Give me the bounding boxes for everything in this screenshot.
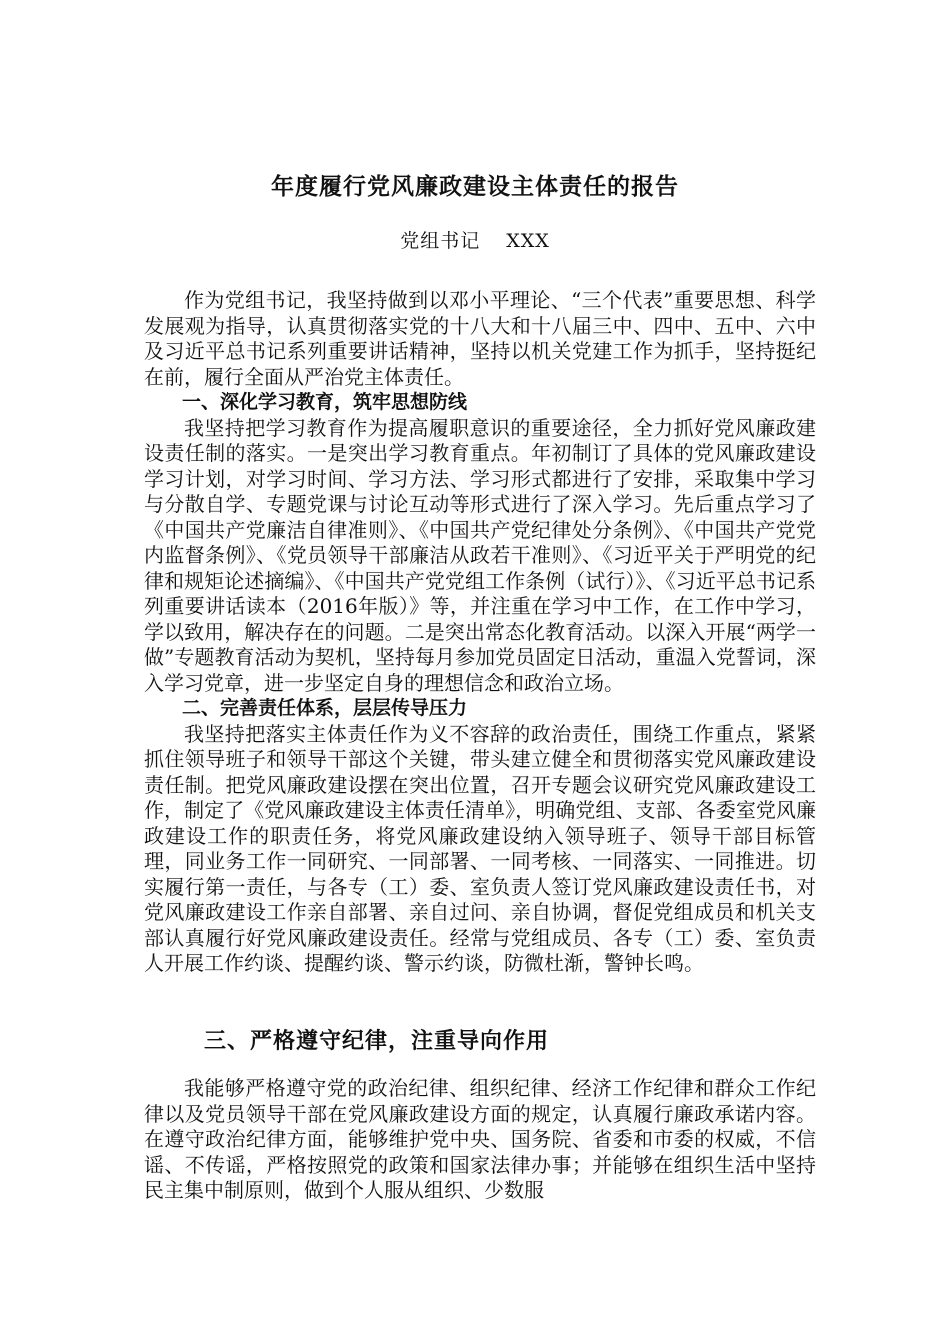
section-2-heading: 二、完善责任体系，层层传导压力 bbox=[182, 697, 468, 719]
intro-paragraph: 作为党组书记，我坚持做到以邓小平理论、“三个代表”重要思想、科学发展观为指导，认真贯彻落实党的十八大和十八届三中、四中、五中、六中及习近平总书记系列重要讲话精神，坚持以机关党建工作为抓手，坚持挺纪在前，履行全面从严治党主体责任。 bbox=[144, 288, 816, 389]
section-1-paragraph: 我坚持把学习教育作为提高履职意识的重要途径，全力抓好党风廉政建设责任制的落实。一是突出学习教育重点。年初制订了具体的党风廉政建设学习计划，对学习时间、学习方法、学习形式都进行了安排，采取集中学习与分散自学、专题党课与讨论互动等形式进行了深入学习。先后重点学习了《中国共产党廉洁自律准则》、《中国共产党纪律处分条例》、《中国共产党党内监督条例》、《党员领导干部廉洁从政若干准则》、《习近平关于严明党的纪律和规矩论述摘编》、《中国共产党党组工作条例（试行）》、《习近平总书记系列重要讲话读本（2016年版）》等，并注重在学习中工作，在工作中学习，学以致用，解决存在的问题。二是突出常态化教育活动。以深入开展“两学一做”专题教育活动为契机，坚持每月参加党员固定日活动，重温入党誓词，深入学习党章，进一步坚定自身的理想信念和政治立场。 bbox=[144, 415, 816, 695]
section-3-paragraph: 我能够严格遵守党的政治纪律、组织纪律、经济工作纪律和群众工作纪律以及党员领导干部在党风廉政建设方面的规定，认真履行廉政承诺内容。在遵守政治纪律方面，能够维护党中央、国务院、省委和市委的权威，不信谣、不传谣，严格按照党的政策和国家法律办事；并能够在组织生活中坚持民主集中制原则，做到个人服从组织、少数服 bbox=[144, 1076, 816, 1202]
section-2-paragraph: 我坚持把落实主体责任作为义不容辞的政治责任，围绕工作重点，紧紧抓住领导班子和领导干部这个关键，带头建立健全和贯彻落实党风廉政建设责任制。把党风廉政建设摆在突出位置，召开专题会议研究党风廉政建设工作，制定了《党风廉政建设主体责任清单》，明确党组、支部、各委室党风廉政建设工作的职责任务，将党风廉政建设纳入领导班子、领导干部目标管理，同业务工作一同研究、一同部署、一同考核、一同落实、一同推进。切实履行第一责任，与各专（工）委、室负责人签订党风廉政建设责任书，对党风廉政建设工作亲自部署、亲自过问、亲自协调，督促党组成员和机关支部认真履行好党风廉政建设责任。经常与党组成员、各专（工）委、室负责人开展工作约谈、提醒约谈、警示约谈，防微杜渐，警钟长鸣。 bbox=[144, 721, 816, 975]
author-role: 党组书记 bbox=[400, 230, 481, 252]
document-title: 年度履行党风廉政建设主体责任的报告 bbox=[271, 173, 679, 200]
document-body-upper bbox=[144, 288, 816, 977]
author-name: XXX bbox=[506, 230, 550, 252]
document-author bbox=[0, 226, 950, 253]
section-1-heading: 一、深化学习教育，筑牢思想防线 bbox=[182, 391, 468, 413]
document-body-lower bbox=[144, 1076, 816, 1204]
section-3-heading: 三、严格遵守纪律，注重导向作用 bbox=[204, 1029, 550, 1054]
